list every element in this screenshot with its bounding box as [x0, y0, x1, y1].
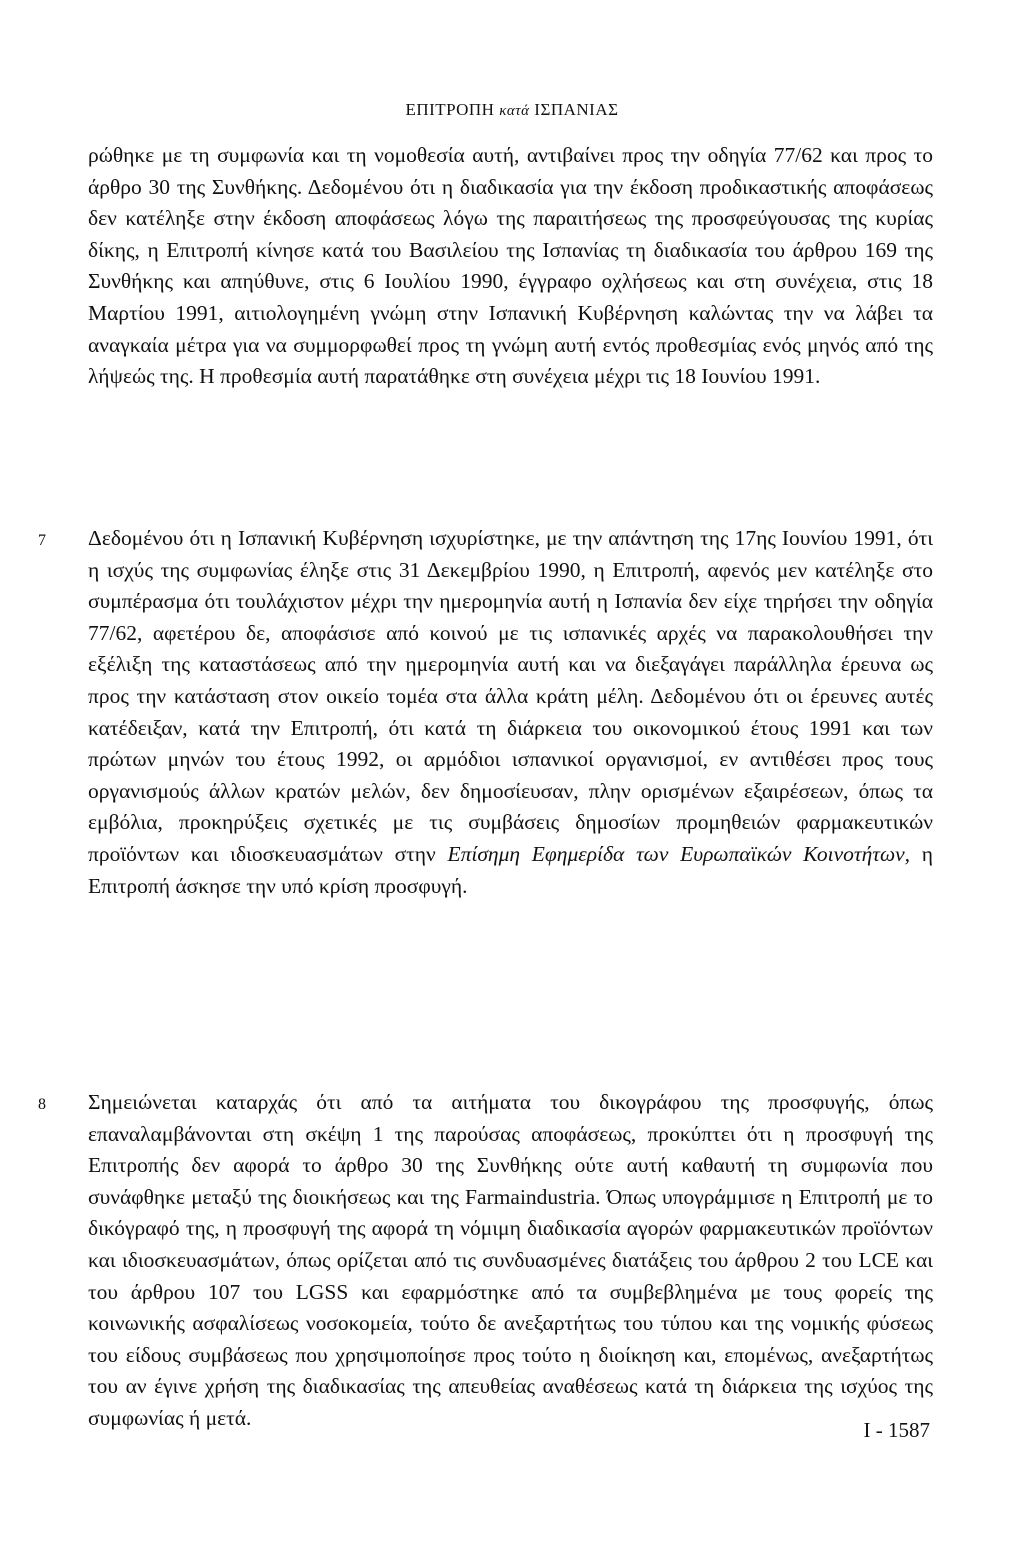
paragraph-7-text-after: η Επιτροπή άσκησε την υπό κρίση προσφυγή. [88, 841, 933, 898]
header-part-1: ΕΠΙΤΡΟΠΗ [405, 100, 500, 119]
paragraph-number-7: 7 [38, 532, 46, 549]
page-number: I - 1587 [863, 1418, 930, 1442]
running-header [0, 100, 1024, 120]
paragraph-7 [88, 523, 933, 902]
header-part-3: ΙΣΠΑΝΙΑΣ [529, 100, 619, 119]
paragraph-8: Σημειώνεται καταρχάς ότι από τα αιτήματα του δικογράφου της προσφυγής, όπως επαναλαμβάνονται στη σκέψη 1 της παρούσας αποφάσεως, προκύπτει ότι η προσφυγή της Επιτροπής δεν αφορά το άρθρο 30 της Συνθήκης ούτε αυτή καθαυτή τη συμφωνία που συνάφθηκε μεταξύ της διοικήσεως και της Farmaindustria. Όπως υπογράμμισε η Επιτροπή με το δικόγραφό της, η προσφυγή της αφορά τη νόμιμη διαδικασία αγορών φαρμακευτικών προϊόντων και ιδιοσκευασμάτων, όπως ορίζεται από τις συνδυασμένες διατάξεις του άρθρου 2 του LCE και του άρθρου 107 του LGSS και εφαρμόστηκε από τα συμβεβλημένα με τους φορείς της κοινωνικής ασφαλίσεως νοσοκομεία, τούτο δε ανεξαρτήτως του τύπου και της νομικής φύσεως του είδους συμβάσεως που χρησιμοποίησε προς τούτο η διοίκηση και, επομένως, ανεξαρτήτως του αν έγινε χρήση της διαδικασίας της απευθείας αναθέσεως κατά τη διάρκεια της ισχύος της συμφωνίας ή μετά. [88, 1090, 933, 1430]
paragraph-7-text-before: Δεδομένου ότι η Ισπανική Κυβέρνηση ισχυρίστηκε, με την απάντηση της 17ης Ιουνίου 1991, ότι η ισχύς της συμφωνίας έληξε στις 31 Δεκεμβρίου 1990, η Επιτροπή, αφενός μεν κατέληξε στο συμπέρασμα ότι τουλάχιστον μέχρι την ημερομηνία αυτή η Ισπανία δεν είχε τηρήσει την οδηγία 77/62, αφετέρου δε, αποφάσισε από κοινού με τις ισπανικές αρχές να παρακολουθήσει την εξέλιξη της καταστάσεως από την ημερομηνία αυτή και να διεξαγάγει παράλληλα έρευνα ως προς την κατάσταση στον οικείο τομέα στα άλλα κράτη μέλη. Δεδομένου ότι οι έρευνες αυτές κατέδειξαν, κατά την Επιτροπή, ότι κατά τη διάρκεια του οικονομικού έτους 1991 και των πρώτων μηνών του έτους 1992, οι αρμόδιοι ισπανικοί οργανισμοί, εν αντιθέσει προς τους οργανισμούς άλλων κρατών μελών, δεν δημοσίευσαν, πλην ορισμένων εξαιρέσεων, όπως τα εμβόλια, προκηρύξεις σχετικές με τις συμβάσεις δημοσίων προμηθειών φαρμακευτικών προϊόντων και ιδιοσκευασμάτων στην [88, 526, 933, 866]
paragraph-7-italic-journal-title: Επίσημη Εφημερίδα των Ευρωπαϊκών Κοινοτήτων, [447, 841, 911, 866]
paragraph-number-8: 8 [38, 1096, 46, 1113]
header-part-2: κατά [499, 103, 530, 119]
paragraph-continuation: ρώθηκε με τη συμφωνία και τη νομοθεσία αυτή, αντιβαίνει προς την οδηγία 77/62 και προς το άρθρο 30 της Συνθήκης. Δεδομένου ότι η διαδικασία για την έκδοση προδικαστικής αποφάσεως δεν κατέληξε στην έκδοση αποφάσεως λόγω της παραιτήσεως της προσφεύγουσας της κυρίας δίκης, η Επιτροπή κίνησε κατά του Βασιλείου της Ισπανίας τη διαδικασία του άρθρου 169 της Συνθήκης και απηύθυνε, στις 6 Ιουλίου 1990, έγγραφο οχλήσεως και στη συνέχεια, στις 18 Μαρτίου 1991, αιτιολογημένη γνώμη στην Ισπανική Κυβέρνηση καλώντας την να λάβει τα αναγκαία μέτρα για να συμμορφωθεί προς τη γνώμη αυτή εντός προθεσμίας ενός μηνός από της λήψεώς της. Η προθεσμία αυτή παρατάθηκε στη συνέχεια μέχρι τις 18 Ιουνίου 1991. [88, 143, 933, 389]
